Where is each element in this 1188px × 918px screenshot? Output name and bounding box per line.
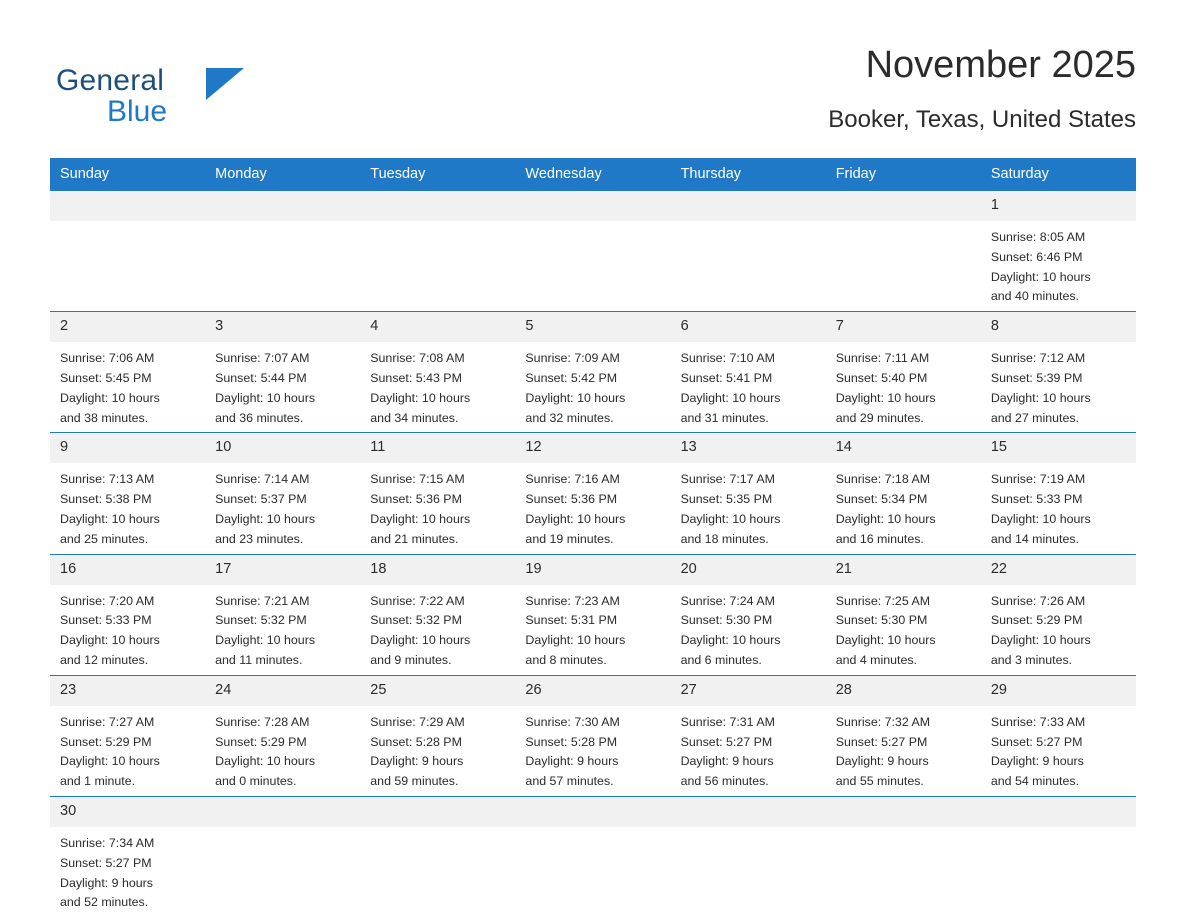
day-cell-content: [515, 191, 670, 311]
day-cell-content: [981, 191, 1136, 311]
day-cell-content: [360, 676, 515, 796]
day-cell-content: [671, 312, 826, 432]
day-info-line: Sunrise: 7:08 AM: [370, 351, 465, 366]
day-info-line: Daylight: 10 hours: [680, 390, 781, 405]
calendar-day-cell[interactable]: [360, 675, 515, 796]
day-info-line: Sunset: 5:29 PM: [60, 734, 152, 749]
day-info-line: Sunrise: 7:29 AM: [370, 714, 465, 729]
day-info-line: and 31 minutes.: [680, 410, 769, 425]
day-info-line: and 25 minutes.: [60, 531, 149, 546]
day-info-line: Sunrise: 7:34 AM: [60, 835, 155, 850]
day-info-line: Daylight: 10 hours: [215, 390, 316, 405]
day-info-line: Sunrise: 7:33 AM: [990, 714, 1086, 729]
calendar-day-cell[interactable]: [981, 675, 1136, 796]
day-info-line: and 27 minutes.: [990, 410, 1080, 425]
day-number: 11: [360, 433, 515, 463]
calendar-day-cell[interactable]: [671, 554, 826, 675]
day-sun-info: [981, 342, 1136, 432]
calendar-empty-cell: [671, 796, 826, 917]
day-info-line: Sunset: 5:30 PM: [835, 613, 928, 628]
day-info-line: Sunset: 5:33 PM: [60, 613, 152, 628]
day-info-line: Sunset: 5:28 PM: [525, 734, 618, 749]
empty-day-band: [515, 797, 670, 827]
day-info-line: Sunrise: 7:14 AM: [215, 472, 310, 487]
day-cell-content: [50, 797, 205, 917]
day-cell-content: [205, 312, 360, 432]
day-info-line: Daylight: 10 hours: [680, 511, 781, 526]
day-cell-content: [671, 191, 826, 311]
day-sun-info: [981, 585, 1136, 675]
page-title: November 2025: [865, 44, 1136, 86]
day-number: 30: [50, 797, 205, 827]
day-info-line: and 19 minutes.: [525, 531, 614, 546]
day-cell-content: [826, 312, 981, 432]
day-info-line: Sunset: 5:37 PM: [215, 492, 307, 507]
day-info-line: and 9 minutes.: [370, 652, 452, 667]
day-cell-content: [50, 555, 205, 675]
calendar-week-row: [50, 796, 1136, 917]
day-info-line: Daylight: 10 hours: [60, 754, 160, 769]
day-number: 2: [50, 312, 205, 342]
day-number: 8: [981, 312, 1136, 342]
day-sun-info: [981, 706, 1136, 796]
day-cell-content: [826, 797, 981, 917]
weekday-header-tuesday: Tuesday: [360, 158, 515, 191]
empty-day-band: [360, 191, 515, 221]
day-info-line: Sunrise: 7:21 AM: [215, 593, 310, 608]
day-cell-content: [360, 312, 515, 432]
day-info-line: Sunrise: 7:25 AM: [835, 593, 931, 608]
day-number: 7: [826, 312, 981, 342]
day-info-line: and 40 minutes.: [990, 289, 1080, 304]
calendar-day-cell[interactable]: [515, 312, 670, 433]
day-info-line: Daylight: 10 hours: [215, 633, 316, 648]
calendar-week-row: [50, 191, 1136, 312]
calendar-day-cell[interactable]: [205, 675, 360, 796]
day-cell-content: [205, 555, 360, 675]
calendar-empty-cell: [50, 191, 205, 312]
calendar-day-cell[interactable]: [671, 675, 826, 796]
day-info-line: Sunrise: 7:28 AM: [215, 714, 310, 729]
calendar-empty-cell: [671, 191, 826, 312]
day-number: 4: [360, 312, 515, 342]
calendar-week-row: [50, 312, 1136, 433]
day-sun-info: [360, 342, 515, 432]
calendar-day-cell[interactable]: [981, 554, 1136, 675]
day-cell-content: [515, 797, 670, 917]
day-info-line: Sunrise: 7:31 AM: [680, 714, 775, 729]
day-sun-info: [826, 585, 981, 675]
day-number: 14: [826, 433, 981, 463]
day-cell-content: [50, 191, 205, 311]
day-sun-info: [205, 463, 360, 553]
day-info-line: Sunrise: 7:27 AM: [60, 714, 155, 729]
day-cell-content: [515, 433, 670, 553]
day-info-line: and 11 minutes.: [215, 652, 303, 667]
day-sun-info: [981, 463, 1136, 553]
day-info-line: Daylight: 10 hours: [60, 511, 160, 526]
weekday-header-sunday: Sunday: [50, 158, 205, 191]
day-number: 10: [205, 433, 360, 463]
day-info-line: Daylight: 10 hours: [525, 633, 626, 648]
logo-text-general: General: [56, 64, 165, 97]
empty-day-band: [360, 797, 515, 827]
day-info-line: Sunrise: 7:19 AM: [990, 472, 1086, 487]
calendar-day-cell[interactable]: [50, 312, 205, 433]
day-sun-info: [826, 706, 981, 796]
calendar-week-row: [50, 554, 1136, 675]
day-info-line: Daylight: 9 hours: [525, 754, 619, 769]
day-info-line: and 4 minutes.: [835, 652, 917, 667]
day-info-line: Sunset: 5:34 PM: [835, 492, 928, 507]
day-info-line: Sunrise: 7:23 AM: [525, 593, 620, 608]
day-sun-info: [826, 463, 981, 553]
calendar-empty-cell: [205, 191, 360, 312]
day-sun-info: [515, 706, 670, 796]
day-cell-content: [205, 797, 360, 917]
day-number: 25: [360, 676, 515, 706]
day-info-line: Sunset: 5:27 PM: [680, 734, 773, 749]
day-number: 6: [671, 312, 826, 342]
logo-triangle-icon: [206, 68, 244, 100]
empty-day-band: [515, 191, 670, 221]
general-blue-logo: [56, 64, 326, 134]
day-sun-info: [671, 463, 826, 553]
empty-day-band: [205, 191, 360, 221]
calendar-day-cell[interactable]: [50, 433, 205, 554]
calendar-day-cell[interactable]: [671, 312, 826, 433]
day-sun-info: [515, 585, 670, 675]
day-info-line: Sunset: 5:36 PM: [370, 492, 462, 507]
day-info-line: Daylight: 9 hours: [680, 754, 774, 769]
empty-day-band: [50, 191, 205, 221]
day-cell-content: [826, 433, 981, 553]
day-number: 13: [671, 433, 826, 463]
day-sun-info: [205, 706, 360, 796]
day-sun-info: [50, 463, 205, 553]
day-number: 1: [981, 191, 1136, 221]
day-sun-info: [50, 342, 205, 432]
day-info-line: and 12 minutes.: [60, 652, 149, 667]
day-cell-content: [826, 676, 981, 796]
day-info-line: Daylight: 10 hours: [835, 511, 936, 526]
day-info-line: and 23 minutes.: [215, 531, 304, 546]
empty-day-band: [671, 191, 826, 221]
day-cell-content: [50, 312, 205, 432]
day-number: 26: [515, 676, 670, 706]
calendar-day-cell[interactable]: [205, 312, 360, 433]
day-info-line: and 52 minutes.: [60, 895, 149, 910]
day-info-line: Sunrise: 7:07 AM: [215, 351, 310, 366]
calendar-week-row: [50, 675, 1136, 796]
day-info-line: Sunrise: 7:24 AM: [680, 593, 775, 608]
day-info-line: Sunrise: 7:09 AM: [525, 351, 620, 366]
day-info-line: Sunset: 5:29 PM: [990, 613, 1083, 628]
day-info-line: Daylight: 10 hours: [60, 390, 160, 405]
day-sun-info: [671, 342, 826, 432]
day-info-line: Sunrise: 7:12 AM: [990, 351, 1086, 366]
day-cell-content: [981, 312, 1136, 432]
day-sun-info: [50, 706, 205, 796]
day-info-line: Sunset: 5:27 PM: [990, 734, 1083, 749]
day-info-line: Daylight: 10 hours: [370, 511, 471, 526]
day-info-line: Sunset: 5:29 PM: [215, 734, 307, 749]
day-info-line: Daylight: 10 hours: [525, 511, 626, 526]
calendar-empty-cell: [826, 796, 981, 917]
day-info-line: and 3 minutes.: [990, 652, 1073, 667]
calendar-day-cell[interactable]: [50, 675, 205, 796]
day-info-line: Sunrise: 7:11 AM: [835, 351, 930, 366]
day-sun-info: [360, 463, 515, 553]
day-sun-info: [671, 585, 826, 675]
day-info-line: Sunset: 5:27 PM: [835, 734, 928, 749]
day-cell-content: [360, 191, 515, 311]
calendar-day-cell[interactable]: [360, 554, 515, 675]
calendar-empty-cell: [360, 191, 515, 312]
day-info-line: Sunrise: 7:26 AM: [990, 593, 1086, 608]
logo-text-blue: Blue: [107, 95, 168, 128]
empty-day-band: [205, 797, 360, 827]
day-number: 21: [826, 555, 981, 585]
day-cell-content: [981, 797, 1136, 917]
day-cell-content: [50, 433, 205, 553]
day-info-line: Sunset: 5:40 PM: [835, 370, 928, 385]
day-sun-info: [981, 221, 1136, 311]
calendar-day-cell[interactable]: [826, 554, 981, 675]
day-info-line: Daylight: 10 hours: [215, 754, 316, 769]
day-info-line: and 8 minutes.: [525, 652, 607, 667]
weekday-header-monday: Monday: [205, 158, 360, 191]
day-info-line: and 56 minutes.: [680, 774, 769, 789]
calendar-day-cell[interactable]: [826, 433, 981, 554]
day-info-line: Sunrise: 7:22 AM: [370, 593, 465, 608]
day-info-line: Sunrise: 8:05 AM: [990, 230, 1086, 244]
day-info-line: Sunrise: 7:16 AM: [525, 472, 620, 487]
day-info-line: Daylight: 10 hours: [835, 633, 936, 648]
weekday-header-friday: Friday: [826, 158, 981, 191]
day-info-line: Daylight: 10 hours: [215, 511, 316, 526]
day-number: 16: [50, 555, 205, 585]
day-number: 29: [981, 676, 1136, 706]
day-cell-content: [826, 191, 981, 311]
day-number: 15: [981, 433, 1136, 463]
day-info-line: Daylight: 9 hours: [370, 754, 464, 769]
day-sun-info: [671, 706, 826, 796]
day-sun-info: [826, 342, 981, 432]
calendar-day-cell[interactable]: [826, 675, 981, 796]
day-sun-info: [360, 706, 515, 796]
day-info-line: and 38 minutes.: [60, 410, 149, 425]
calendar-day-cell[interactable]: [205, 433, 360, 554]
day-number: 24: [205, 676, 360, 706]
day-info-line: and 29 minutes.: [835, 410, 924, 425]
weekday-header-thursday: Thursday: [671, 158, 826, 191]
day-cell-content: [50, 676, 205, 796]
day-info-line: Daylight: 9 hours: [835, 754, 929, 769]
day-number: 18: [360, 555, 515, 585]
day-info-line: Sunrise: 7:10 AM: [680, 351, 775, 366]
day-info-line: Sunrise: 7:18 AM: [835, 472, 931, 487]
day-info-line: Daylight: 9 hours: [60, 875, 153, 890]
day-number: 19: [515, 555, 670, 585]
day-info-line: and 34 minutes.: [370, 410, 459, 425]
calendar-empty-cell: [515, 796, 670, 917]
calendar-day-cell[interactable]: [205, 554, 360, 675]
empty-day-band: [826, 191, 981, 221]
day-info-line: and 1 minute.: [60, 774, 136, 789]
day-info-line: Daylight: 10 hours: [835, 390, 936, 405]
day-info-line: Sunset: 5:33 PM: [990, 492, 1083, 507]
day-info-line: Sunset: 5:32 PM: [370, 613, 462, 628]
day-info-line: and 6 minutes.: [680, 652, 762, 667]
day-info-line: Daylight: 10 hours: [990, 390, 1091, 405]
day-number: 9: [50, 433, 205, 463]
day-cell-content: [671, 676, 826, 796]
day-number: 22: [981, 555, 1136, 585]
day-info-line: Sunset: 5:35 PM: [680, 492, 773, 507]
day-info-line: Daylight: 10 hours: [680, 633, 781, 648]
calendar-day-cell[interactable]: [981, 191, 1136, 312]
calendar-empty-cell: [515, 191, 670, 312]
day-info-line: and 36 minutes.: [215, 410, 304, 425]
calendar-empty-cell: [981, 796, 1136, 917]
day-info-line: Daylight: 10 hours: [60, 633, 160, 648]
day-info-line: and 0 minutes.: [215, 774, 297, 789]
day-info-line: Sunset: 5:41 PM: [680, 370, 773, 385]
day-info-line: Sunset: 5:30 PM: [680, 613, 773, 628]
day-info-line: Sunrise: 7:30 AM: [525, 714, 620, 729]
calendar-day-cell[interactable]: [50, 554, 205, 675]
day-cell-content: [826, 555, 981, 675]
day-info-line: Daylight: 10 hours: [990, 269, 1091, 284]
day-info-line: Sunrise: 7:13 AM: [60, 472, 155, 487]
day-number: 28: [826, 676, 981, 706]
calendar-day-cell[interactable]: [360, 312, 515, 433]
day-info-line: Daylight: 9 hours: [990, 754, 1084, 769]
day-info-line: Sunrise: 7:32 AM: [835, 714, 931, 729]
day-sun-info: [205, 342, 360, 432]
day-cell-content: [205, 433, 360, 553]
page-subtitle: Booker, Texas, United States: [828, 106, 1136, 133]
day-info-line: Sunrise: 7:20 AM: [60, 593, 155, 608]
day-info-line: and 21 minutes.: [370, 531, 459, 546]
day-info-line: and 14 minutes.: [990, 531, 1080, 546]
day-cell-content: [981, 555, 1136, 675]
calendar-day-cell[interactable]: [826, 312, 981, 433]
calendar-day-cell[interactable]: [360, 433, 515, 554]
day-info-line: and 18 minutes.: [680, 531, 769, 546]
weekday-header-wednesday: Wednesday: [515, 158, 670, 191]
day-cell-content: [515, 312, 670, 432]
day-cell-content: [360, 797, 515, 917]
day-sun-info: [360, 585, 515, 675]
day-cell-content: [515, 555, 670, 675]
day-info-line: Sunset: 5:27 PM: [60, 855, 152, 870]
day-sun-info: [50, 827, 205, 917]
day-info-line: Sunrise: 7:15 AM: [370, 472, 465, 487]
calendar-body: [50, 191, 1136, 918]
day-cell-content: [205, 191, 360, 311]
day-number: 27: [671, 676, 826, 706]
day-info-line: and 16 minutes.: [835, 531, 924, 546]
calendar-empty-cell: [205, 796, 360, 917]
day-sun-info: [205, 585, 360, 675]
day-cell-content: [205, 676, 360, 796]
day-info-line: Daylight: 10 hours: [525, 390, 626, 405]
day-cell-content: [981, 433, 1136, 553]
day-number: 3: [205, 312, 360, 342]
day-number: 20: [671, 555, 826, 585]
day-cell-content: [981, 676, 1136, 796]
day-sun-info: [515, 342, 670, 432]
day-number: 12: [515, 433, 670, 463]
calendar-day-cell[interactable]: [981, 312, 1136, 433]
day-cell-content: [671, 433, 826, 553]
day-info-line: Daylight: 10 hours: [370, 633, 471, 648]
calendar-day-cell[interactable]: [515, 433, 670, 554]
day-info-line: Sunset: 5:43 PM: [370, 370, 462, 385]
day-info-line: Sunset: 5:44 PM: [215, 370, 307, 385]
day-info-line: Sunset: 5:36 PM: [525, 492, 618, 507]
day-number: 23: [50, 676, 205, 706]
day-sun-info: [515, 463, 670, 553]
calendar-empty-cell: [360, 796, 515, 917]
day-cell-content: [671, 797, 826, 917]
day-info-line: and 54 minutes.: [990, 774, 1080, 789]
day-info-line: Sunset: 5:42 PM: [525, 370, 618, 385]
day-info-line: Daylight: 10 hours: [990, 633, 1091, 648]
empty-day-band: [671, 797, 826, 827]
day-info-line: Sunset: 6:46 PM: [990, 249, 1083, 264]
calendar-day-cell[interactable]: [671, 433, 826, 554]
empty-day-band: [826, 797, 981, 827]
day-sun-info: [50, 585, 205, 675]
calendar-day-cell[interactable]: [981, 433, 1136, 554]
day-info-line: Sunset: 5:31 PM: [525, 613, 618, 628]
day-info-line: Daylight: 10 hours: [990, 511, 1091, 526]
day-info-line: and 59 minutes.: [370, 774, 459, 789]
calendar-day-cell[interactable]: [50, 796, 205, 917]
weekday-header-saturday: Saturday: [981, 158, 1136, 191]
day-cell-content: [360, 555, 515, 675]
empty-day-band: [981, 797, 1136, 827]
calendar-day-cell[interactable]: [515, 675, 670, 796]
day-info-line: and 55 minutes.: [835, 774, 924, 789]
day-number: 17: [205, 555, 360, 585]
day-info-line: Sunset: 5:28 PM: [370, 734, 462, 749]
day-info-line: and 57 minutes.: [525, 774, 614, 789]
day-info-line: Sunset: 5:39 PM: [990, 370, 1083, 385]
day-number: 5: [515, 312, 670, 342]
calendar-week-row: [50, 433, 1136, 554]
day-info-line: and 32 minutes.: [525, 410, 614, 425]
calendar-empty-cell: [826, 191, 981, 312]
day-info-line: Sunset: 5:45 PM: [60, 370, 152, 385]
day-cell-content: [360, 433, 515, 553]
calendar-day-cell[interactable]: [515, 554, 670, 675]
weekday-header-row: [50, 158, 1136, 191]
day-info-line: Sunrise: 7:06 AM: [60, 351, 155, 366]
day-cell-content: [671, 555, 826, 675]
day-info-line: Daylight: 10 hours: [370, 390, 471, 405]
day-cell-content: [515, 676, 670, 796]
day-info-line: Sunset: 5:38 PM: [60, 492, 152, 507]
day-info-line: Sunset: 5:32 PM: [215, 613, 307, 628]
page-header: [50, 44, 1136, 152]
sunrise-sunset-calendar: [50, 158, 1136, 917]
day-info-line: Sunrise: 7:17 AM: [680, 472, 775, 487]
